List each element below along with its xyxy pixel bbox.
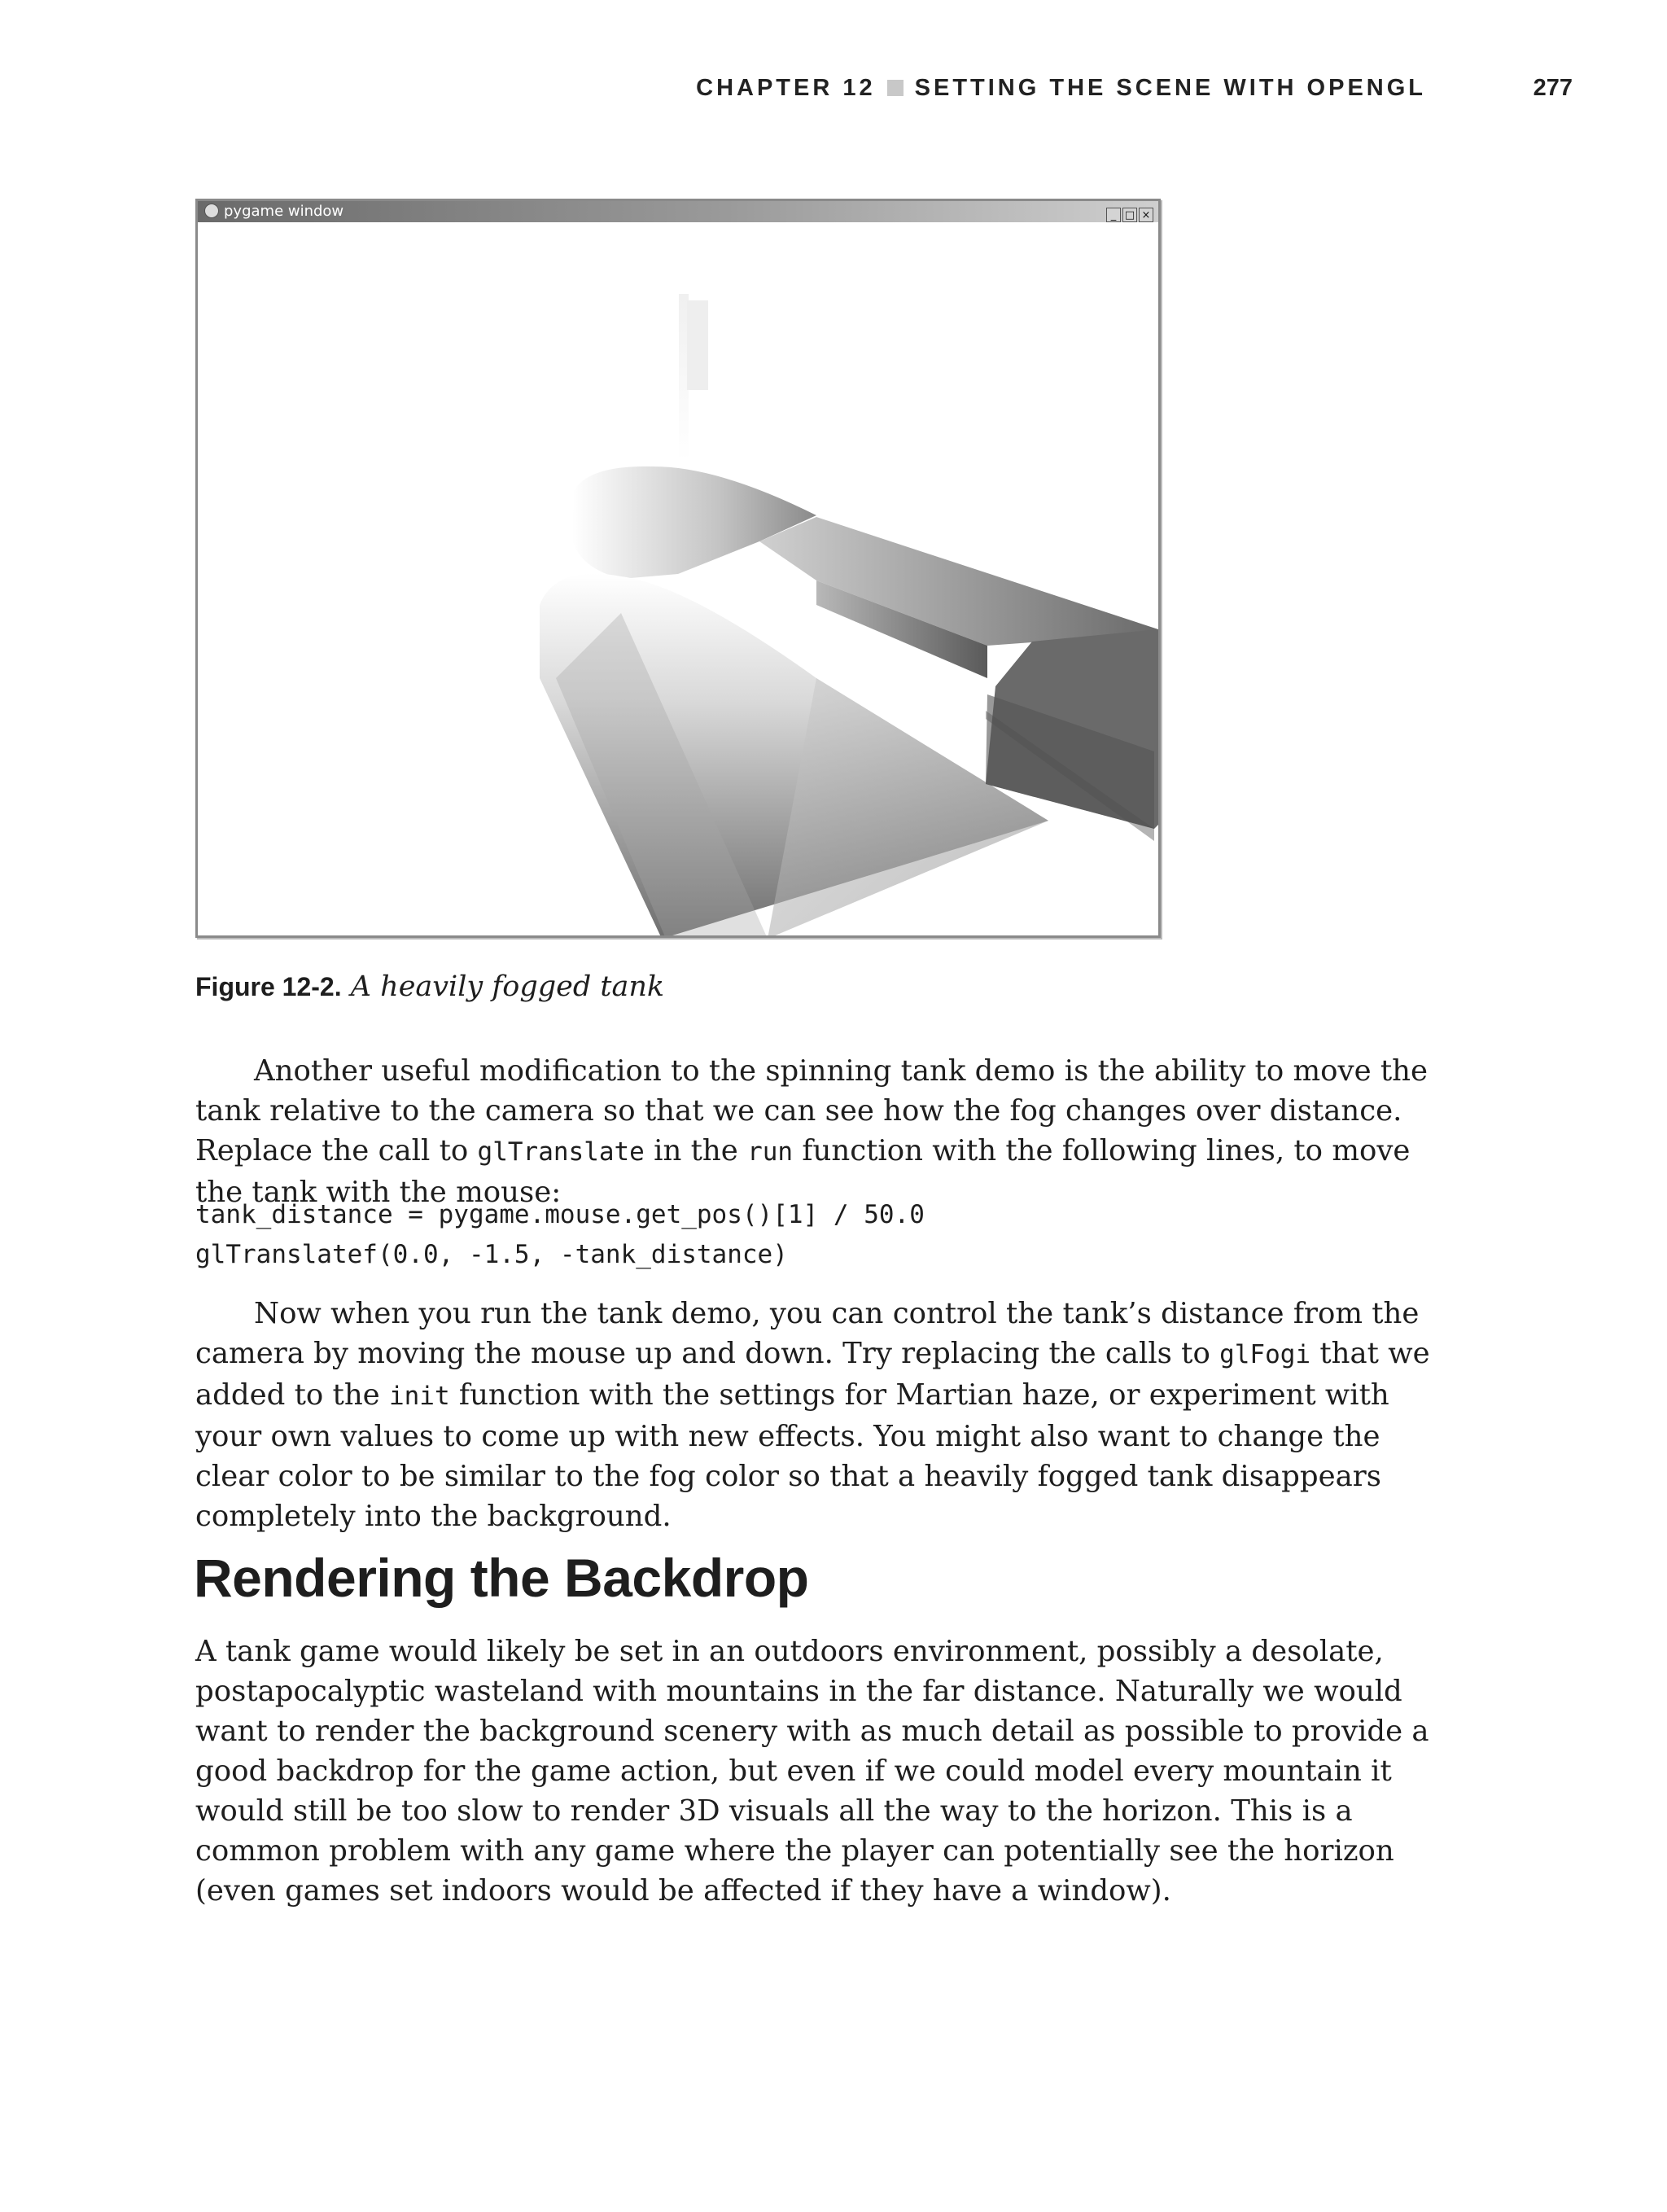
code-line-1: tank_distance = pygame.mouse.get_pos()[1] / 50.0	[195, 1200, 925, 1229]
window-title: pygame window	[224, 203, 344, 220]
page-number: 277	[1533, 75, 1573, 101]
pygame-window-screenshot	[195, 199, 1161, 938]
fogged-tank-render	[198, 222, 1158, 935]
code-listing	[195, 1195, 925, 1275]
figure-caption-text: A heavily fogged tank	[350, 970, 665, 1003]
inline-code-gltranslate: glTranslate	[477, 1137, 645, 1167]
section-heading: Rendering the Backdrop	[194, 1548, 809, 1608]
chapter-heading	[696, 75, 1426, 102]
maximize-icon: □	[1122, 208, 1137, 222]
paragraph-1-text: Another useful modification to the spinning tank demo is the ability to move the tank relative to the camera so that we can see how the fog changes over distance. Replace the call to	[195, 1054, 1428, 1167]
paragraph-1-text: function with the following lines, to move the tank with the mouse:	[195, 1134, 1411, 1209]
chapter-title: SETTING THE SCENE WITH OPENGL	[914, 75, 1426, 101]
running-header	[0, 75, 1573, 107]
paragraph-3: A tank game would likely be set in an outdoors environment, possibly a desolate, postapocalyptic wasteland with mountains in the far distance. Naturally we would want to render the background scenery with as much detail as possible to provide a good backdrop for the game action, but even if we could model every mountain it would still be too slow to render 3D visuals all the way to the horizon. This is a common problem with any game where the player can potentially see the horizon (even games set indoors would be affected if they have a window).	[195, 1635, 1429, 1908]
figure-caption	[195, 970, 664, 1003]
pygame-app-icon	[204, 204, 219, 218]
square-separator-icon	[887, 80, 904, 96]
inline-code-init: init	[388, 1382, 450, 1411]
paragraph-1	[195, 1051, 1449, 1212]
paragraph-2-text: that we added to the	[195, 1337, 1430, 1412]
paragraph-2-text: function with the settings for Martian haze, or experiment with your own values to come up with new effects. You might also want to change the clear color to be similar to the fog color so that a heavily fogged tank disappears completely into the background.	[195, 1378, 1389, 1533]
chapter-label: CHAPTER 12	[696, 75, 876, 101]
paragraph-1-text: in the	[644, 1134, 748, 1167]
figure-label: Figure 12-2.	[195, 972, 342, 1001]
code-line-2: glTranslatef(0.0, -1.5, -tank_distance)	[195, 1240, 788, 1269]
paragraph-2-text: Now when you run the tank demo, you can control the tank’s distance from the camera by moving the mouse up and down. Try replacing the calls to	[195, 1297, 1420, 1370]
minimize-icon: _	[1106, 208, 1121, 222]
inline-code-run: run	[747, 1137, 794, 1167]
paragraph-2	[195, 1294, 1449, 1536]
window-titlebar	[198, 201, 1158, 222]
close-icon: ×	[1139, 208, 1153, 222]
inline-code-glfogi: glFogi	[1219, 1340, 1311, 1369]
